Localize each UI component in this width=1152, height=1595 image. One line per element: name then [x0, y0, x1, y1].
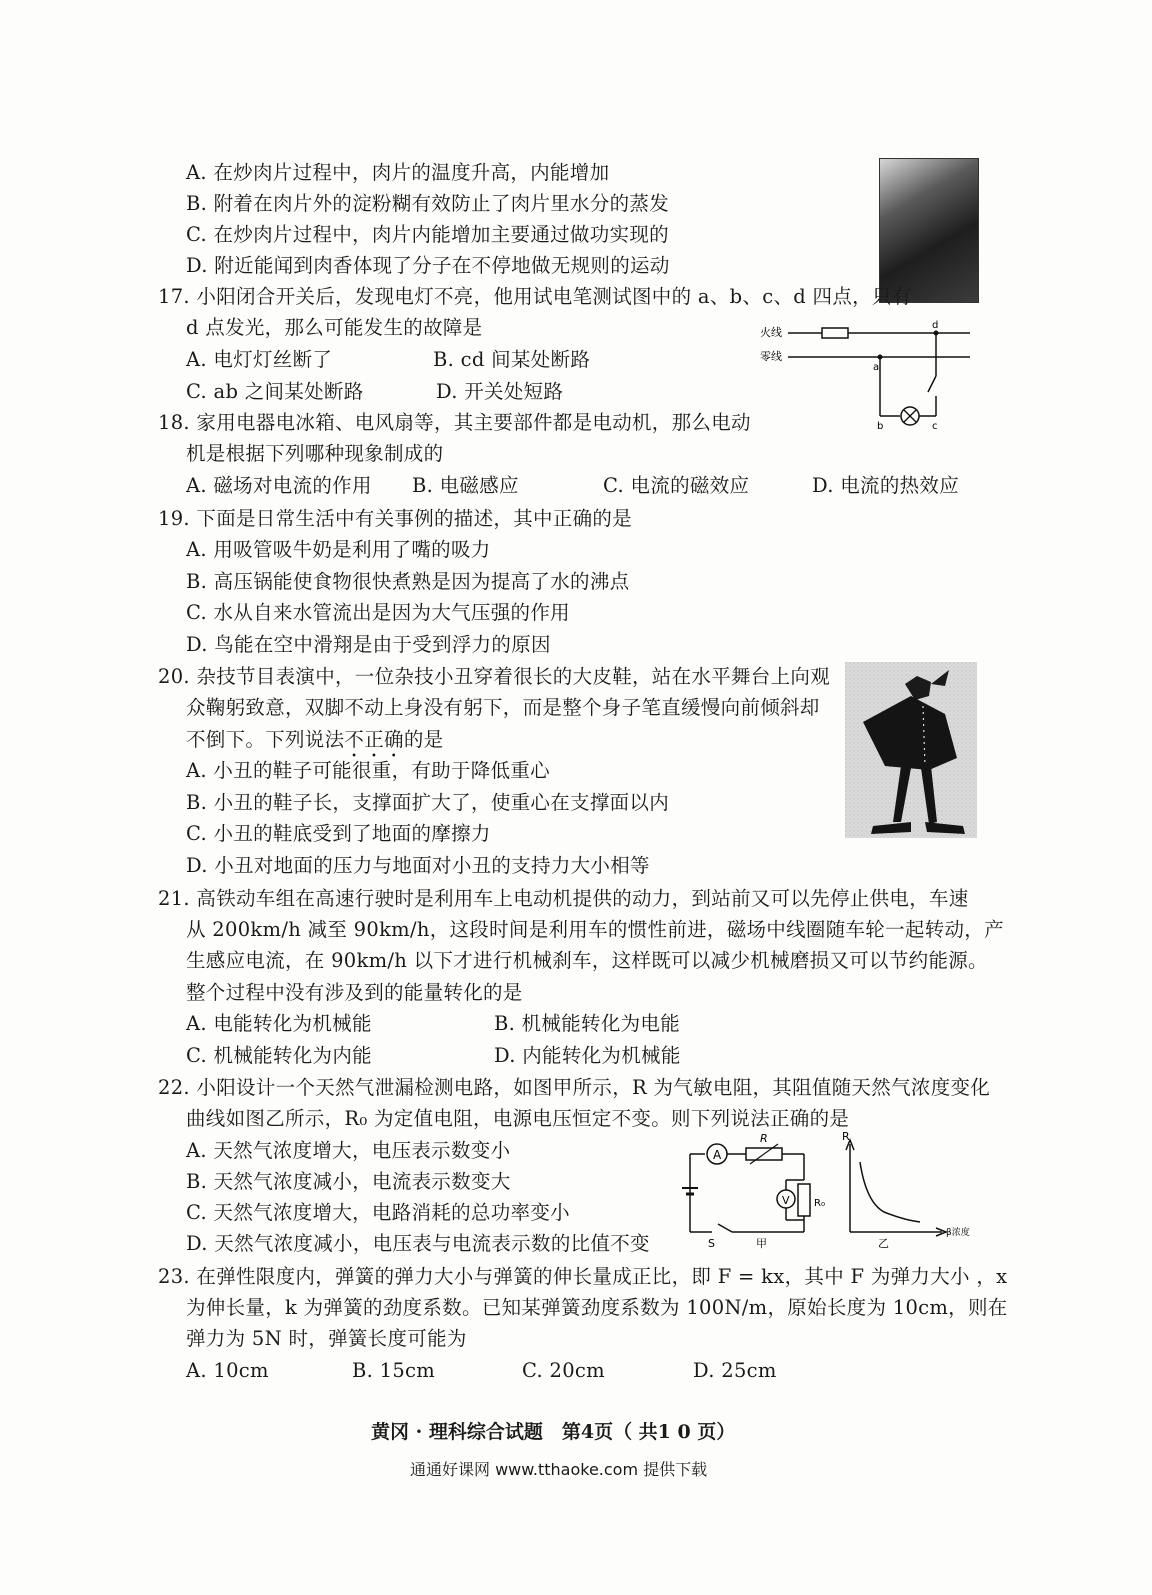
switch-s-icon [718, 1224, 732, 1232]
q23-stem-line2: 为伸长量，k 为弹簧的劲度系数。已知某弹簧劲度系数为 100N/m，原始长度为 10cm，则在 [186, 1296, 1008, 1319]
switch-s-label: S [708, 1237, 715, 1250]
q17-option-a: A. 电灯灯丝断了 [186, 348, 333, 371]
q21-stem-line1: 21. 高铁动车组在高速行驶时是利用车上电动机提供的动力，到站前又可以先停止供电，车速 [158, 887, 969, 910]
q21-option-a: A. 电能转化为机械能 [186, 1012, 372, 1035]
q20-option-c: C. 小丑的鞋底受到了地面的摩擦力 [186, 822, 491, 845]
q18-option-a: A. 磁场对电流的作用 [186, 474, 372, 497]
q21-option-b: B. 机械能转化为电能 [494, 1012, 681, 1035]
q21-stem-line3: 生感应电流，在 90km/h 以下才进行机械刹车，这样既可以减少机械磨损又可以节约能源。 [186, 949, 988, 972]
q18-option-d: D. 电流的热效应 [812, 474, 960, 497]
q20-stem-line3 [186, 727, 443, 762]
fuse-icon [822, 328, 848, 338]
q17-option-c: C. ab 之间某处断路 [186, 380, 364, 403]
page-footer: 黄冈 · 理科综合试题 第4页（ 共1 0 页） [371, 1421, 736, 1443]
q19-option-b: B. 高压锅能使食物很快煮熟是因为提高了水的沸点 [186, 570, 630, 593]
q20-stem-part3: 的是 [403, 728, 444, 751]
neutral-wire-label: 零线 [760, 350, 782, 363]
q21-stem-line4: 整个过程中没有涉及到的能量转化的是 [186, 981, 523, 1004]
figure-yi-label: 乙 [878, 1237, 889, 1250]
q16-option-c: C. 在炒肉片过程中，肉片内能增加主要通过做功实现的 [186, 223, 669, 246]
q17-stem-line2: d 点发光，那么可能发生的故障是 [186, 316, 483, 339]
q18-stem-line2: 机是根据下列哪种现象制成的 [186, 442, 444, 465]
q21-option-c: C. 机械能转化为内能 [186, 1044, 372, 1067]
household-circuit-diagram [760, 318, 975, 433]
q23-option-b: B. 15cm [352, 1359, 436, 1382]
download-source-note: 通通好课网 www.tthaoke.com 提供下载 [410, 1460, 708, 1479]
q17-option-b: B. cd 间某处断路 [433, 348, 591, 371]
q22-stem-line1: 22. 小阳设计一个天然气泄漏检测电路，如图甲所示，R 为气敏电阻，其阻值随天然气浓度变化 [158, 1076, 991, 1099]
switch-icon [928, 376, 936, 392]
graph-y-axis-label: R [842, 1132, 850, 1143]
q18-option-c: C. 电流的磁效应 [603, 474, 750, 497]
q23-option-a: A. 10cm [186, 1359, 269, 1382]
q17-option-d: D. 开关处短路 [436, 380, 564, 403]
q18-stem-line1: 18. 家用电器电冰箱、电风扇等，其主要部件都是电动机，那么电动 [158, 411, 751, 434]
q16-option-d: D. 附近能闻到肉香体现了分子在不停地做无规则的运动 [186, 254, 670, 277]
resistor-r0-label: R₀ [814, 1198, 825, 1209]
stir-fry-photo [879, 158, 979, 303]
q22-stem-line2: 曲线如图乙所示，R₀ 为定值电阻，电源电压恒定不变。则下列说法正确的是 [186, 1107, 850, 1130]
q23-option-c: C. 20cm [522, 1359, 605, 1382]
q20-option-d: D. 小丑对地面的压力与地面对小丑的支持力大小相等 [186, 854, 650, 877]
voltmeter-label: V [782, 1194, 790, 1207]
q18-option-b: B. 电磁感应 [412, 474, 519, 497]
q20-emphasis-not-correct: 不正确 [344, 728, 404, 751]
resistance-curve [860, 1162, 920, 1222]
q16-option-a: A. 在炒肉片过程中，肉片的温度升高，内能增加 [186, 161, 610, 184]
q20-option-b: B. 小丑的鞋子长，支撑面扩大了，使重心在支撑面以内 [186, 791, 670, 814]
q22-option-b: B. 天然气浓度减小，电流表示数变大 [186, 1170, 511, 1193]
q22-option-d: D. 天然气浓度减小，电压表与电流表示数的比值不变 [186, 1232, 650, 1255]
fixed-resistor-icon [798, 1184, 810, 1216]
q19-option-c: C. 水从自来水管流出是因为大气压强的作用 [186, 601, 570, 624]
q19-stem: 19. 下面是日常生活中有关事例的描述，其中正确的是 [158, 507, 633, 530]
ammeter-label: A [713, 1148, 722, 1162]
q16-option-b: B. 附着在肉片外的淀粉糊有效防止了肉片里水分的蒸发 [186, 192, 670, 215]
q19-option-a: A. 用吸管吸牛奶是利用了嘴的吸力 [186, 538, 491, 561]
live-wire-label: 火线 [760, 326, 782, 339]
figure-jia-label: 甲 [756, 1237, 767, 1250]
point-c-label: c [932, 421, 938, 432]
q22-option-c: C. 天然气浓度增大，电路消耗的总功率变小 [186, 1201, 570, 1224]
q17-stem-line1: 17. 小阳闭合开关后，发现电灯不亮，他用试电笔测试图中的 a、b、c、d 四点，只有 [158, 285, 912, 308]
point-d-label: d [932, 320, 939, 331]
clown-photo [845, 662, 977, 838]
q20-option-a: A. 小丑的鞋子可能很重，有助于降低重心 [186, 759, 550, 782]
q22-option-a: A. 天然气浓度增大，电压表示数变小 [186, 1139, 511, 1162]
q21-option-d: D. 内能转化为机械能 [494, 1044, 681, 1067]
q21-stem-line2: 从 200km/h 减至 90km/h，这段时间是利用车的惯性前进，磁场中线圈随车轮一起转动，产 [186, 918, 1004, 941]
q20-stem-line1: 20. 杂技节目表演中，一位杂技小丑穿着很长的大皮鞋，站在水平舞台上向观 [158, 665, 831, 688]
q19-option-d: D. 鸟能在空中滑翔是由于受到浮力的原因 [186, 633, 551, 656]
q23-option-d: D. 25cm [693, 1359, 777, 1382]
resistor-r-label: R [760, 1132, 768, 1145]
q20-stem-part1: 不倒下。下列说法 [186, 728, 345, 751]
gas-detector-circuit-figure [680, 1132, 980, 1250]
graph-x-axis-label: β浓度 [946, 1228, 970, 1238]
q23-stem-line3: 弹力为 5N 时，弹簧长度可能为 [186, 1327, 467, 1350]
point-a-label: a [873, 362, 880, 373]
q20-stem-line2: 众鞠躬致意，双脚不动上身没有躬下，而是整个身子笔直缓慢向前倾斜却 [186, 696, 820, 719]
q23-stem-line1: 23. 在弹性限度内，弹簧的弹力大小与弹簧的伸长量成正比，即 F = kx，其中 F 为弹力大小 ，x [158, 1265, 1008, 1288]
point-b-label: b [877, 421, 884, 432]
